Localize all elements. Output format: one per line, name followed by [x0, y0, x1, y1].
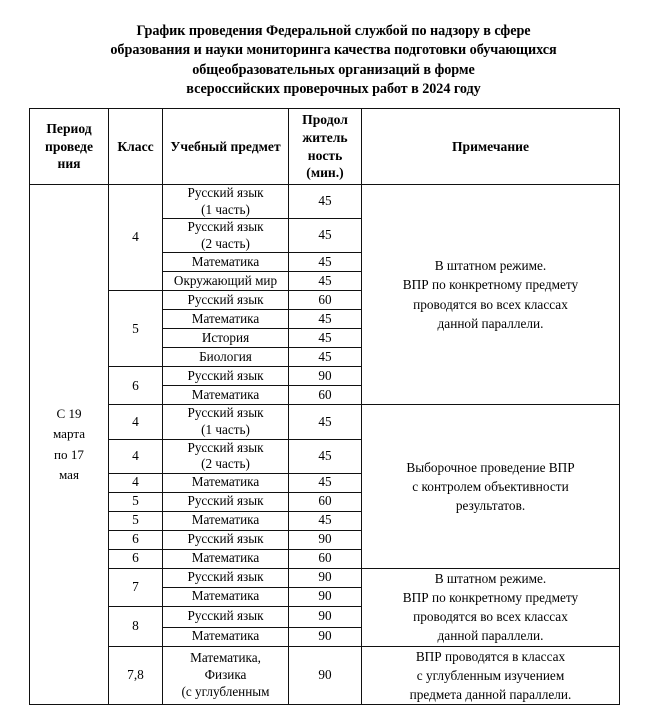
subject-line-1: Математика	[191, 311, 260, 327]
subject-line-1: Математика,	[190, 650, 261, 666]
subject-line-1: Русский язык	[187, 608, 264, 624]
header-period-line-1: Период	[46, 121, 92, 137]
cell-subject	[163, 291, 289, 310]
cell-grade: 6	[109, 549, 163, 568]
cell-grade: 4	[109, 405, 163, 439]
cell-subject	[163, 492, 289, 511]
note-line-4: данной параллели.	[437, 315, 544, 331]
cell-subject	[163, 386, 289, 405]
period-line-4: мая	[58, 467, 80, 483]
cell-duration: 90	[289, 646, 362, 705]
cell-subject	[163, 587, 289, 606]
cell-period	[30, 185, 109, 705]
cell-subject	[163, 473, 289, 492]
note-line-4: данной параллели.	[437, 628, 544, 644]
note-line-2: с контролем объективности	[412, 478, 569, 494]
note-line-1: Выборочное проведение ВПР	[406, 459, 575, 475]
cell-subject	[163, 185, 289, 219]
subject-line-1: Математика	[191, 512, 260, 528]
header-duration-line-2: житель	[302, 129, 348, 145]
cell-duration: 90	[289, 568, 362, 587]
note-line-1: ВПР проводятся в классах	[415, 648, 566, 664]
subject-line-2: (1 часть)	[201, 201, 250, 217]
subject-line-1: Математика	[191, 628, 260, 644]
subject-line-1: Математика	[191, 588, 260, 604]
note-line-2: с углубленным изучением	[416, 667, 565, 683]
cell-grade: 5	[109, 511, 163, 530]
cell-subject	[163, 405, 289, 439]
cell-subject	[163, 367, 289, 386]
column-header-duration	[289, 109, 362, 185]
title-line-1: График проведения Федеральной службой по надзору в сфере	[136, 23, 531, 39]
subject-line-1: Русский язык	[187, 439, 264, 455]
cell-subject	[163, 549, 289, 568]
note-line-3: проводятся во всех классах	[413, 609, 568, 625]
title-line-4: всероссийских проверочных работ в 2024 году	[186, 81, 481, 98]
cell-duration: 45	[289, 439, 362, 473]
cell-subject	[163, 310, 289, 329]
header-duration-line-1: Продол	[302, 112, 348, 128]
cell-duration: 90	[289, 587, 362, 606]
header-duration-line-4: (мин.)	[306, 165, 344, 181]
period-line-3: по 17	[54, 446, 84, 462]
cell-note	[362, 405, 620, 568]
column-header-period	[30, 109, 109, 185]
header-period-line-3: ния	[57, 156, 81, 172]
page-title	[0, 0, 667, 100]
subject-line-2: (1 часть)	[201, 421, 250, 437]
cell-subject	[163, 530, 289, 549]
cell-duration: 45	[289, 329, 362, 348]
cell-subject	[163, 219, 289, 253]
cell-duration: 45	[289, 348, 362, 367]
note-line-1: В штатном режиме.	[434, 258, 547, 274]
subject-line-1: Русский язык	[187, 292, 264, 308]
cell-duration: 45	[289, 511, 362, 530]
period-line-1: С 19	[56, 405, 82, 421]
subject-line-1: Математика	[191, 387, 260, 403]
table-header	[30, 109, 620, 185]
subject-line-1: Биология	[199, 349, 252, 365]
cell-subject	[163, 253, 289, 272]
subject-line-1: Русский язык	[187, 368, 264, 384]
subject-line-1: Русский язык	[187, 219, 264, 235]
subject-line-1: Математика	[191, 474, 260, 490]
cell-subject	[163, 439, 289, 473]
table-row	[30, 568, 620, 587]
column-header-note: Примечание	[362, 109, 620, 185]
cell-duration: 90	[289, 627, 362, 646]
subject-line-2: Физика	[204, 667, 247, 683]
note-line-3: предмета данной параллели.	[409, 686, 572, 702]
cell-note	[362, 646, 620, 705]
table-row	[30, 405, 620, 439]
header-duration-line-3: ность	[307, 147, 343, 163]
cell-grade: 7,8	[109, 646, 163, 705]
column-header-grade: Класс	[109, 109, 163, 185]
cell-duration: 60	[289, 492, 362, 511]
cell-duration: 90	[289, 367, 362, 386]
subject-line-1: Математика	[191, 550, 260, 566]
cell-duration: 45	[289, 405, 362, 439]
subject-line-2: (2 часть)	[201, 235, 250, 251]
cell-grade: 7	[109, 568, 163, 606]
cell-grade: 4	[109, 439, 163, 473]
table-row	[30, 185, 620, 219]
cell-duration: 60	[289, 549, 362, 568]
subject-line-1: Русский язык	[187, 531, 264, 547]
cell-subject	[163, 511, 289, 530]
cell-duration: 90	[289, 530, 362, 549]
cell-subject	[163, 329, 289, 348]
cell-grade: 6	[109, 530, 163, 549]
title-line-2: образования и науки мониторинга качества подготовки обучающихся	[110, 42, 557, 59]
subject-line-1: Русский язык	[187, 405, 264, 421]
cell-duration: 45	[289, 253, 362, 272]
note-line-2: ВПР по конкретному предмету	[402, 589, 579, 605]
cell-duration: 60	[289, 291, 362, 310]
subject-line-1: Математика	[191, 254, 260, 270]
period-line-2: марта	[52, 426, 86, 442]
header-row	[30, 109, 620, 185]
cell-grade: 4	[109, 185, 163, 291]
schedule-table-wrapper	[29, 108, 619, 705]
subject-line-2: (2 часть)	[201, 456, 250, 472]
schedule-table	[29, 108, 620, 705]
note-line-3: проводятся во всех классах	[413, 296, 568, 312]
title-line-3: общеобразовательных организаций в форме	[192, 61, 475, 78]
note-line-3: результатов.	[455, 498, 526, 514]
cell-subject	[163, 627, 289, 646]
cell-subject	[163, 606, 289, 627]
subject-line-1: Русский язык	[187, 569, 264, 585]
subject-line-3: (с углубленным	[181, 683, 270, 699]
cell-duration: 60	[289, 386, 362, 405]
cell-duration: 45	[289, 272, 362, 291]
cell-duration: 45	[289, 310, 362, 329]
cell-grade: 6	[109, 367, 163, 405]
cell-grade: 5	[109, 291, 163, 367]
subject-line-1: История	[201, 330, 250, 346]
column-header-subject: Учебный предмет	[163, 109, 289, 185]
header-period-line-2: проведе	[45, 138, 93, 154]
table-body	[30, 185, 620, 705]
cell-subject	[163, 348, 289, 367]
cell-subject	[163, 568, 289, 587]
cell-grade: 5	[109, 492, 163, 511]
cell-subject	[163, 272, 289, 291]
cell-grade: 4	[109, 473, 163, 492]
subject-line-1: Русский язык	[187, 493, 264, 509]
subject-line-1: Русский язык	[187, 185, 264, 200]
note-line-2: ВПР по конкретному предмету	[402, 277, 579, 293]
cell-duration: 45	[289, 219, 362, 253]
cell-subject	[163, 646, 289, 705]
cell-duration: 45	[289, 185, 362, 219]
cell-duration: 90	[289, 606, 362, 627]
cell-note	[362, 568, 620, 646]
cell-duration: 45	[289, 473, 362, 492]
cell-grade: 8	[109, 606, 163, 646]
cell-note	[362, 185, 620, 405]
note-line-1: В штатном режиме.	[434, 570, 547, 586]
subject-line-1: Окружающий мир	[173, 273, 278, 289]
table-row	[30, 646, 620, 705]
